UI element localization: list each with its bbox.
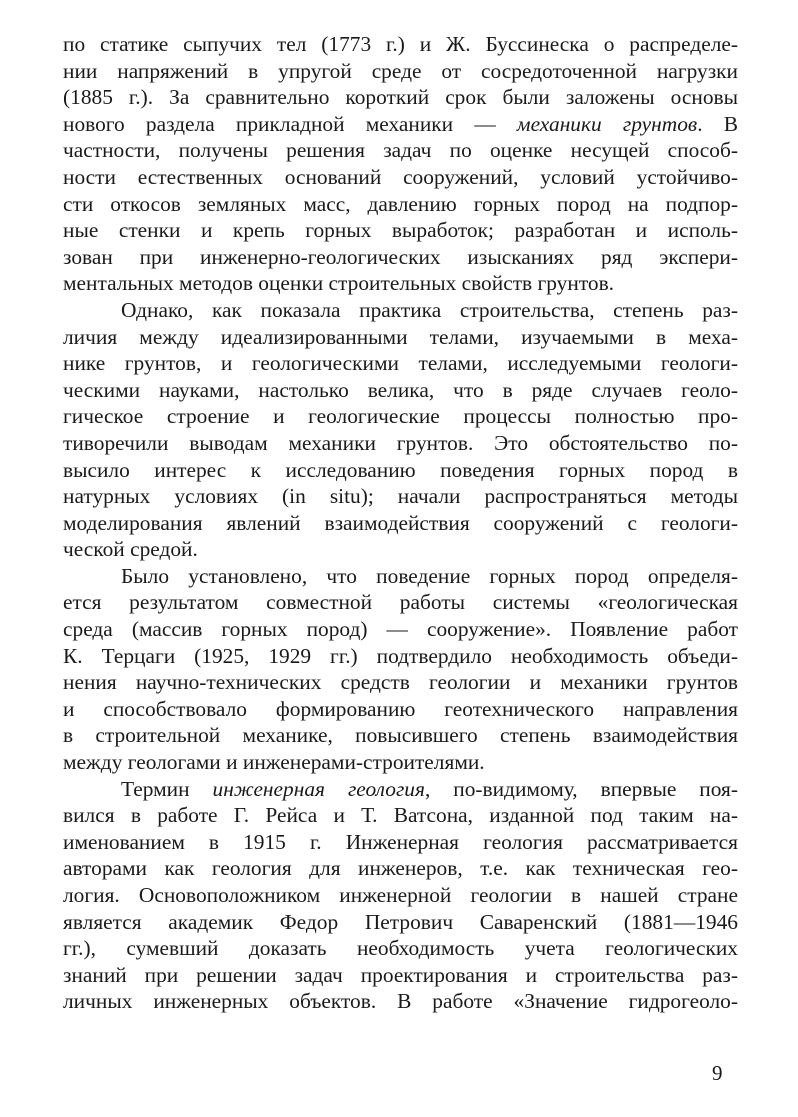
text-run: нового раздела прикладной механики — [63, 111, 517, 136]
text-line: ментальных методов оценки строительных свойств грунтов. [63, 271, 615, 296]
text-line: гг.), сумевший доказать необходимость учета геологических [63, 936, 738, 961]
text-line: частности, получены решения задач по оценке несущей способ- [63, 138, 738, 163]
text-line: знаний при решении задач проектирования и строительства раз- [63, 962, 738, 987]
text-line: (1885 г.). За сравнительно короткий срок были заложены основы [63, 85, 738, 110]
text-line: моделирования явлений взаимодействия сооружений с геологи- [63, 510, 738, 535]
text-line: в строительной механике, повысившего степень взаимодействия [63, 723, 738, 748]
text-line: личных инженерных объектов. В работе «Значение гидрогеоло- [63, 989, 738, 1014]
italic-term: механики грунтов [516, 111, 698, 136]
text-line: высило интерес к исследованию поведения горных пород в [63, 457, 738, 482]
text-line: Однако, как показала практика строительства, степень раз- [121, 297, 738, 322]
text-line: между геологами и инженерами-строителями. [63, 750, 485, 775]
text-line: является академик Федор Петрович Саваренский (1881—1946 [63, 909, 738, 934]
paragraph-p4 [63, 776, 738, 1015]
text-line: по статике сыпучих тел (1773 г.) и Ж. Буссинеска о распределе- [63, 32, 738, 56]
text-run: , по-видимому, впервые поя- [424, 776, 738, 801]
text-line: логия. Основоположником инженерной геологии в нашей стране [63, 883, 738, 907]
text-line [63, 776, 738, 803]
text-line: ческими науками, настолько велика, что в ряде случаев геоло- [63, 377, 738, 402]
text-line: нии напряжений в упругой среде от сосредоточенной нагрузки [63, 58, 738, 83]
text-line: К. Терцаги (1925, 1929 гг.) подтвердило необходимость объеди- [63, 643, 738, 668]
text-line [63, 111, 738, 138]
page-number: 9 [712, 1061, 723, 1085]
text-run: . В [697, 111, 738, 136]
text-line: тиворечили выводам механики грунтов. Это обстоятельство по- [63, 430, 738, 455]
text-line: ности естественных оснований сооружений, условий устойчиво- [63, 164, 738, 189]
text-line: ческой средой. [63, 537, 198, 562]
text-line: и способствовало формированию геотехнического направления [63, 696, 738, 721]
text-line: натурных условиях (in situ); начали распространяться методы [63, 484, 738, 509]
italic-term: инженерная геология [212, 776, 425, 801]
paragraph-p1 [63, 31, 738, 297]
text-line: среда (массив горных пород) — сооружение». Появление работ [63, 617, 738, 642]
text-line: авторами как геология для инженеров, т.е. как техническая гео- [63, 856, 738, 881]
text-line: гическое строение и геологические процессы полностью про- [63, 404, 738, 429]
text-line: сти откосов земляных масс, давлению горных пород на подпор- [63, 191, 738, 216]
body-text [63, 31, 738, 1015]
text-line: нике грунтов, и геологическими телами, исследуемыми геологи- [63, 351, 738, 376]
paragraph-p2 [63, 297, 738, 563]
text-line: личия между идеализированными телами, изучаемыми в меха- [63, 324, 738, 349]
text-line: ется результатом совместной работы системы «геологическая [63, 590, 738, 615]
text-line: нения научно-технических средств геологии и механики грунтов [63, 670, 738, 695]
text-line: вился в работе Г. Рейса и Т. Ватсона, изданной под таким на- [63, 803, 738, 828]
text-line: Было установлено, что поведение горных пород определя- [121, 563, 738, 588]
text-run: Термин [121, 776, 213, 801]
paragraph-p3 [63, 563, 738, 776]
text-line: зован при инженерно-геологических изысканиях ряд экспери- [63, 244, 738, 269]
text-line: именованием в 1915 г. Инженерная геология рассматривается [63, 829, 738, 854]
text-line: ные стенки и крепь горных выработок; разработан и исполь- [63, 218, 738, 243]
